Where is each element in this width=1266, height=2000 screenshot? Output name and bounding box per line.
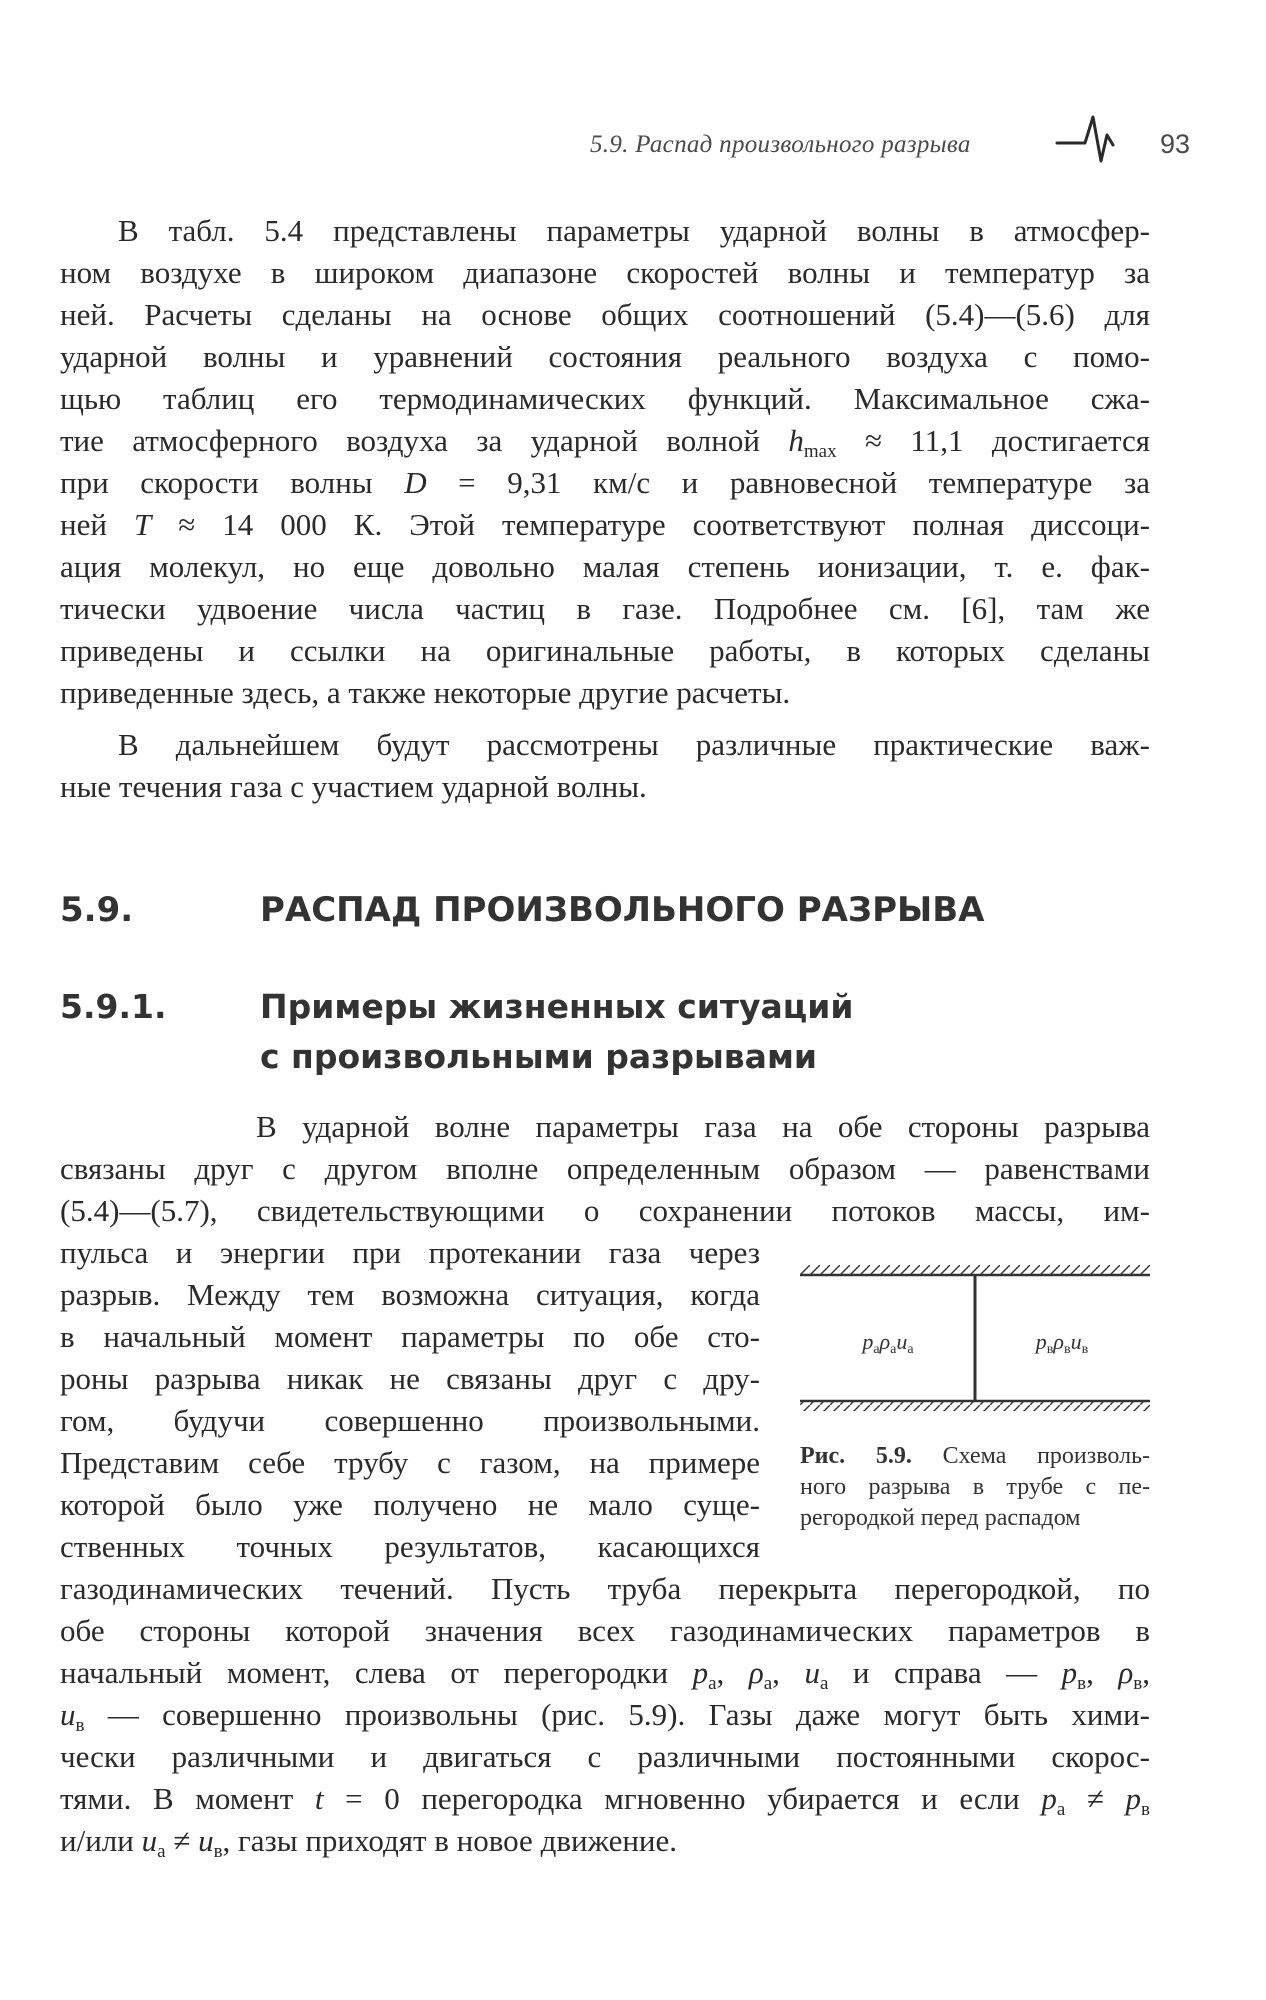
- figure-caption: [800, 1441, 1150, 1534]
- section-title: РАСПАД ПРОИЗВОЛЬНОГО РАЗРЫВА: [260, 890, 985, 930]
- running-title: 5.9. Распад произвольного разрыва: [590, 131, 971, 158]
- paragraph-3-continued: [60, 1568, 1150, 1862]
- caption-label: Рис. 5.9.: [800, 1443, 912, 1469]
- right-state-label: pвρвuв: [1035, 1329, 1089, 1357]
- text-line: при скорости волны D = 9,31 км/с и равновесной температуре за: [60, 465, 1151, 500]
- text-line: роны разрыва никак не связаны друг с дру-: [60, 1361, 760, 1396]
- text-line: связаны друг с другом вполне определенным образом — равенствами: [60, 1151, 1150, 1186]
- page-number: 93: [1160, 129, 1191, 159]
- text-line: тически удвоение числа частиц в газе. Подробнее см. [6], там же: [60, 591, 1150, 626]
- paragraph-3-wrapped: [60, 1232, 760, 1568]
- section-number: 5.9.: [60, 890, 134, 930]
- pulse-wave-icon: [1055, 95, 1135, 165]
- paragraph-3: [60, 1106, 1150, 1232]
- text-line: Представим себе трубу с газом, на примере: [60, 1445, 760, 1480]
- text-line: В дальнейшем будут рассмотрены различные практические важ-: [118, 727, 1150, 762]
- text-line: газодинамических течений. Пусть труба перекрыта перегородкой, по: [60, 1571, 1150, 1606]
- text-line: щью таблиц его термодинамических функций. Максимальное сжа-: [60, 381, 1150, 416]
- text-line: В табл. 5.4 представлены параметры ударной волны в атмосфер-: [118, 213, 1150, 248]
- subsection-title-line-2: с произвольными разрывами: [260, 1037, 818, 1076]
- tube-diagram: [800, 1265, 1150, 1425]
- text-line: и/или $u_а \ne u_в$, газы приходят в новое движение.: [60, 1823, 678, 1862]
- text-line: начальный момент, слева от перегородки $p_а$, $\rho_а$, $u_а$ и справа — $p_в$, $\rho_в$,: [60, 1655, 1151, 1694]
- caption-line: Рис. 5.9. Схема произволь-: [800, 1443, 1151, 1469]
- text-line: пульса и энергии при протекании газа через: [60, 1235, 760, 1270]
- paragraph-2: [60, 724, 1150, 808]
- text-line: тие атмосферного воздуха за ударной волной $h_{max} \approx 11,1$ достигается: [60, 423, 1150, 462]
- tube-top-wall: [800, 1265, 1150, 1275]
- text-line: разрыв. Между тем возможна ситуация, когда: [60, 1277, 760, 1312]
- text-line: которой было уже получено не мало суще-: [60, 1487, 760, 1522]
- text-line: приведены и ссылки на оригинальные работы, в которых сделаны: [60, 633, 1150, 668]
- caption-line: ного разрыва в трубе с пе-: [800, 1474, 1150, 1500]
- text-line: ударной волны и уравнений состояния реального воздуха с помо-: [60, 339, 1150, 374]
- tube-bottom-wall: [800, 1401, 1150, 1411]
- text-line: в начальный момент параметры по обе сто-: [60, 1319, 760, 1354]
- text-line: ные течения газа с участием ударной волны.: [60, 769, 647, 804]
- left-state-label: pаρаuа: [862, 1329, 914, 1357]
- text-line: ственных точных результатов, касающихся: [60, 1529, 760, 1564]
- text-line: ном воздухе в широком диапазоне скоростей волны и температур за: [60, 255, 1150, 290]
- text-line: ация молекул, но еще довольно малая степень ионизации, т. е. фак-: [60, 549, 1150, 584]
- text-line: $u_в$ — совершенно произвольны (рис. 5.9). Газы даже могут быть хими-: [60, 1697, 1150, 1736]
- text-line: (5.4)—(5.7), свидетельствующими о сохранении потоков массы, им-: [60, 1193, 1150, 1228]
- text-line: ней T ≈ 14 000 К. Этой температуре соответствуют полная диссоци-: [60, 507, 1150, 542]
- running-header: [590, 95, 1220, 165]
- caption-line: регородкой перед распадом: [800, 1505, 1081, 1531]
- text-line: В ударной волне параметры газа на обе стороны разрыва: [256, 1109, 1150, 1144]
- text-line: гом, будучи совершенно произвольными.: [60, 1403, 760, 1438]
- text-line: чески различными и двигаться с различными постоянными скорос-: [60, 1739, 1150, 1774]
- subsection-number: 5.9.1.: [60, 987, 167, 1026]
- text-line: приведенные здесь, а также некоторые другие расчеты.: [60, 675, 791, 710]
- paragraph-1: [60, 210, 1150, 714]
- text-line: тями. В момент t = 0 перегородка мгновенно убирается и если $p_а \ne p_в$: [60, 1781, 1150, 1820]
- text-line: обе стороны которой значения всех газодинамических параметров в: [60, 1613, 1150, 1648]
- figure-5-9: [800, 1265, 1150, 1534]
- subsection-title-line-1: Примеры жизненных ситуаций: [260, 987, 854, 1026]
- text-line: ней. Расчеты сделаны на основе общих соотношений (5.4)—(5.6) для: [60, 297, 1150, 332]
